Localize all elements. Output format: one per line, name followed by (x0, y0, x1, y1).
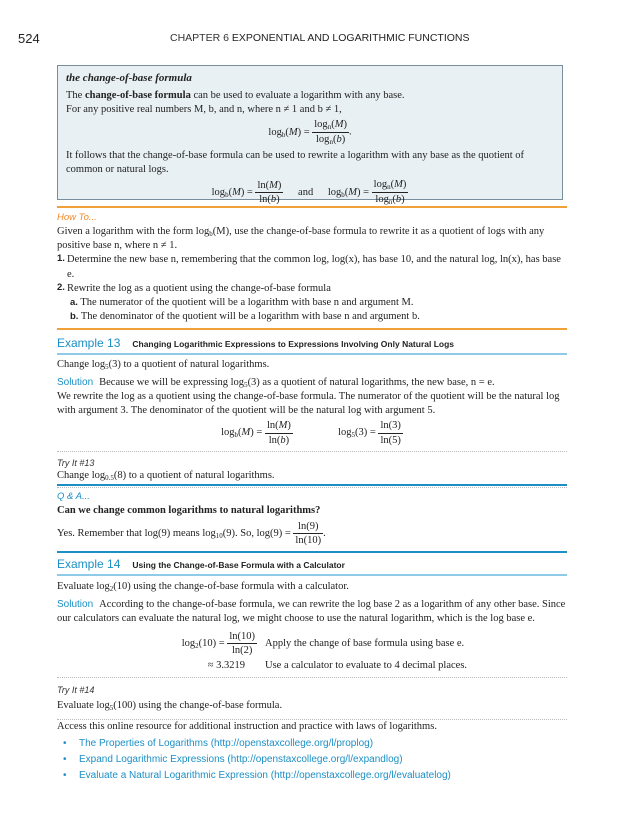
work-note: Use a calculator to evaluate to 4 decimal places. (265, 660, 468, 672)
example-13 (57, 335, 567, 488)
chapter-heading (170, 31, 470, 45)
qa-section (57, 484, 567, 553)
example-work: $\log_2(10)$ = $\frac{\ln(10)}{\ln(2)}$ Apply the change of base formula using base e. ≈ 3.3219 Use a calculator to evaluate to 4 decimal places. (157, 630, 567, 673)
divider (57, 451, 567, 452)
tryit-label: Try It #13 (57, 457, 95, 468)
example-solution: Solution Because we will be expressing $\log_5(3)$ as a quotient of natural logarithms, the new base, n = e. (57, 376, 495, 389)
example-solution: Solution According to the change-of-base formula, we can rewrite the log base 2 as a logarithm of any other base. Since our calculators can evaluate the natural log, we might choose to use the natural logarithm, which is the log base e. (57, 598, 566, 624)
example-equations: $\log_b(M)$ = $\frac{\ln(M)}{\ln(b)}$ $\log_5(3)$ = $\frac{\ln(3)}{\ln(5)}$ (221, 420, 401, 446)
example-label: Example 13 (57, 336, 121, 350)
divider (57, 677, 567, 678)
tryit-text: Change $\log_{0.5}(8)$ to a quotient of natural logarithms. (57, 469, 275, 482)
definition-title: the change-of-base formula (66, 72, 192, 84)
howto-label: How To... (57, 212, 97, 223)
qa-question: Can we change common logarithms to natural logarithms? (57, 504, 321, 516)
resource-link[interactable]: • The Properties of Logarithms (http://openstaxcollege.org/l/proplog) (63, 738, 374, 750)
resources-section (57, 720, 567, 784)
howto-steps (57, 253, 567, 324)
example-problem: Evaluate $\log_2(10)$ using the change-of-base formula with a calculator. (57, 581, 349, 594)
resources-intro: Access this online resource for additional instruction and practice with laws of logarithms. (57, 721, 437, 732)
divider (57, 206, 567, 208)
qa-answer: Yes. Remember that log(9) means $\log_{10}(9)$. So, log(9) = $\frac{\ln(9)}{\ln(10)}$ . (57, 520, 326, 547)
example-14 (57, 556, 567, 720)
example-problem: Change $\log_5(3)$ to a quotient of natural logarithms. (57, 359, 270, 372)
work-approx: ≈ 3.3219 (207, 660, 245, 672)
tryit-text: Evaluate $\log_5(100)$ using the change-of-base formula. (57, 699, 283, 712)
howto-step: 1. Determine the new base n, remembering that the common log, log(x), has base 10, and the natural log, ln(x), has base e. (57, 253, 561, 280)
howto-step: 2. Rewrite the log as a quotient using the change-of-base formula (57, 281, 331, 294)
example-solution-paragraph: We rewrite the log as a quotient using the change-of-base formula. The numerator of the quotient will be the natural log with argument 3. The denominator of the quotient will be the natural log with argument 5. (57, 391, 560, 417)
resource-link[interactable]: • Evaluate a Natural Logarithmic Expression (http://openstaxcollege.org/l/evaluatelog) (63, 770, 451, 782)
work-note: Apply the change of base formula using base e. (265, 637, 465, 649)
natural-common-formulas: $\log_b(M)$ = $\frac{\ln(M)}{\ln(b)}$ and $\log_b(M)$ = $\frac{\log_n(M)}{\log_n(b)}$ (211, 179, 407, 206)
qa-label: Q & A... (57, 491, 90, 502)
howto-substep: b. The denominator of the quotient will be a logarithm with base n and argument b. (70, 311, 420, 323)
howto-section (57, 206, 567, 330)
chapter-prefix: CHAPTER 6 (170, 32, 229, 44)
howto-substep: a. The numerator of the quotient will be a logarithm with base n and argument M. (70, 296, 414, 308)
divider (57, 484, 567, 486)
divider (57, 574, 567, 576)
resource-link[interactable]: • Expand Logarithmic Expressions (http://openstaxcollege.org/l/expandlog) (63, 754, 403, 766)
definition-term: change-of-base formula (84, 89, 191, 101)
chapter-title: EXPONENTIAL AND LOGARITHMIC FUNCTIONS (231, 32, 470, 44)
change-of-base-formula: $\log_b(M)$ = $\frac{\log_n(M)}{\log_n(b)}$ . (268, 119, 352, 146)
example-heading (57, 335, 567, 351)
divider (57, 551, 567, 553)
tryit-label: Try It #14 (57, 685, 95, 696)
resource-links (57, 736, 567, 784)
divider (57, 353, 567, 355)
divider (57, 328, 567, 330)
example-title: Changing Logarithmic Expressions to Expressions Involving Only Natural Logs (132, 339, 455, 349)
definition-box (57, 65, 563, 206)
page-header (18, 30, 470, 46)
example-title: Using the Change-of-Base Formula with a Calculator (132, 560, 345, 570)
example-label: Example 14 (57, 557, 121, 571)
definition-paragraph: It follows that the change-of-base formula can be used to rewrite a logarithm with any base as the quotient of common or natural logs. (66, 149, 525, 175)
definition-line2: For any positive real numbers M, b, and n, where n ≠ 1 and b ≠ 1, (66, 104, 342, 116)
example-heading (57, 556, 567, 572)
definition-line1: The change-of-base formula can be used to evaluate a logarithm with any base. (66, 89, 405, 101)
page-number: 524 (18, 31, 40, 46)
howto-intro: Given a logarithm with the form $\log_b(M)$, use the change-of-base formula to rewrite it as a quotient of logs with any positive base n, where n ≠ 1. (57, 225, 545, 252)
